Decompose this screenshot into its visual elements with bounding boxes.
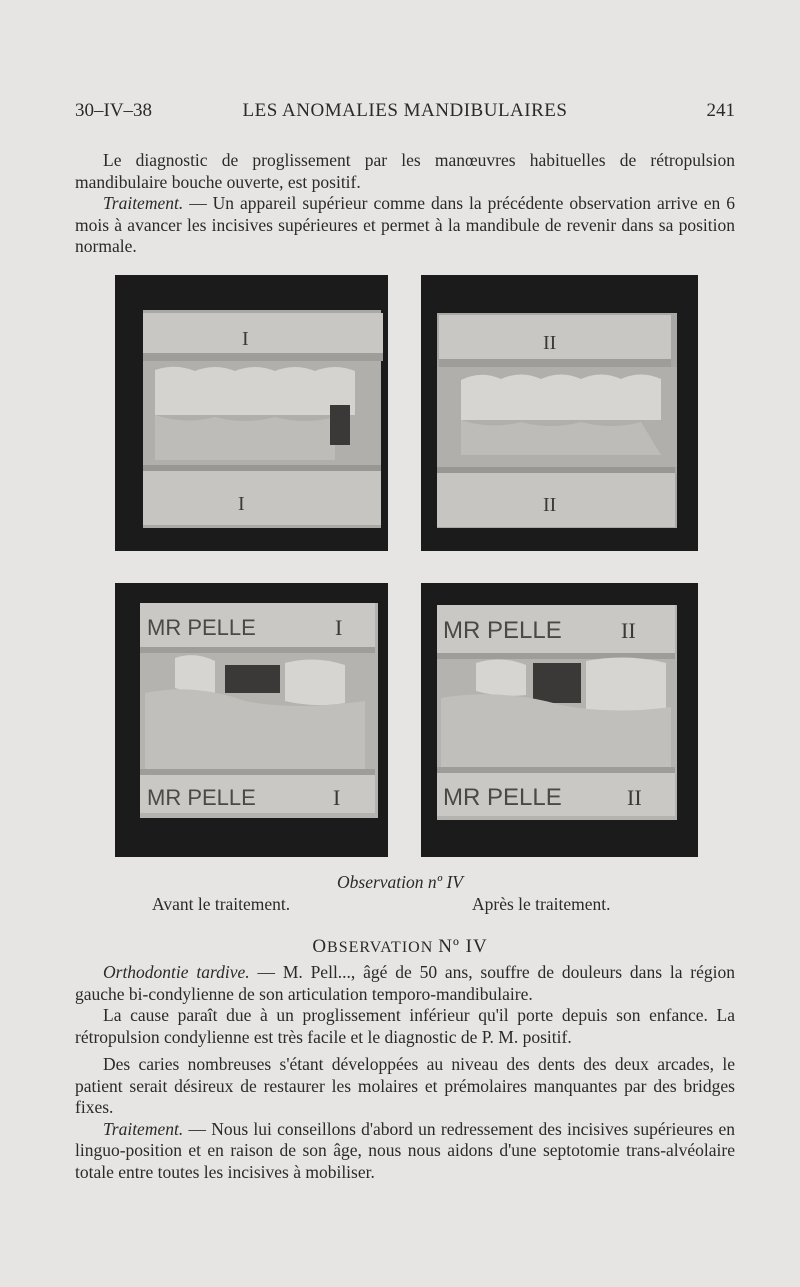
upper-mark: II bbox=[543, 332, 557, 354]
orthodontie-label: Orthodontie tardive. bbox=[103, 962, 250, 982]
observation-text-block bbox=[75, 962, 735, 1183]
upper-mark: II bbox=[621, 618, 636, 643]
treatment-label: Traitement. bbox=[103, 193, 184, 213]
upper-label: MR PELLE bbox=[443, 617, 562, 644]
photo-model-before-side bbox=[115, 583, 388, 857]
observation-title: OBSERVATION Nº IV bbox=[312, 936, 488, 957]
page-header bbox=[75, 100, 735, 130]
top-text-block bbox=[75, 150, 735, 258]
caption-before: Avant le traitement. bbox=[152, 894, 291, 914]
upper-mark: I bbox=[335, 615, 343, 640]
traitement-label: Traitement. bbox=[103, 1118, 184, 1139]
photo-model-after-front bbox=[421, 275, 698, 551]
photo-model-after-side bbox=[421, 583, 698, 857]
lower-label: MR PELLE bbox=[443, 784, 562, 811]
photo-model-before-front bbox=[115, 275, 388, 551]
paragraph-orthodontie bbox=[75, 962, 735, 1005]
caption-after: Après le traitement. bbox=[472, 894, 611, 914]
treatment-text: — Un appareil supérieur comme dans la précédente observation arrive en 6 mois à avancer les incisives supérieures et permet à la mandibule de revenir dans sa position normale. bbox=[75, 193, 735, 256]
paragraph-caries: Des caries nombreuses s'étant développées au niveau des dents des deux arcades, le patient serait désireux de restaurer les molaires et prémolaires manquantes par des bridges fixes. bbox=[75, 1054, 735, 1117]
orthodontie-text: — M. Pell..., âgé de 50 ans, souffre de douleurs dans la région gauche bi-condylienne de son articulation temporo-mandibulaire. bbox=[75, 962, 735, 1004]
lower-label: MR PELLE bbox=[147, 785, 256, 810]
lower-mark: II bbox=[543, 494, 557, 516]
paragraph-diagnostic: Le diagnostic de proglissement par les manœuvres habituelles de rétropulsion mandibulaire bouche ouverte, est positif. bbox=[75, 150, 735, 192]
lower-mark: II bbox=[627, 785, 642, 810]
paragraph-cause: La cause paraît due à un proglissement inférieur qu'il porte depuis son enfance. La rétropulsion condylienne est très facile et le diagnostic de P. M. positif. bbox=[75, 1005, 735, 1047]
traitement-text: — Nous lui conseillons d'abord un redressement des incisives supérieures en linguo-position et en raison de son âge, nous nous aidons d'une septotomie trans-alvéolaire totale entre toutes les incisives à mobiliser. bbox=[75, 1118, 735, 1182]
upper-mark: I bbox=[242, 328, 249, 350]
header-date: 30–IV–38 bbox=[75, 100, 153, 121]
page-number: 241 bbox=[706, 100, 735, 121]
upper-label: MR PELLE bbox=[147, 615, 256, 640]
paragraph-treatment bbox=[75, 193, 735, 258]
lower-mark: I bbox=[333, 785, 341, 810]
figure-caption: Observation nº IV bbox=[337, 872, 463, 892]
header-title: LES ANOMALIES MANDIBULAIRES bbox=[242, 100, 568, 121]
lower-mark: I bbox=[238, 493, 245, 515]
paragraph-traitement bbox=[75, 1119, 735, 1184]
